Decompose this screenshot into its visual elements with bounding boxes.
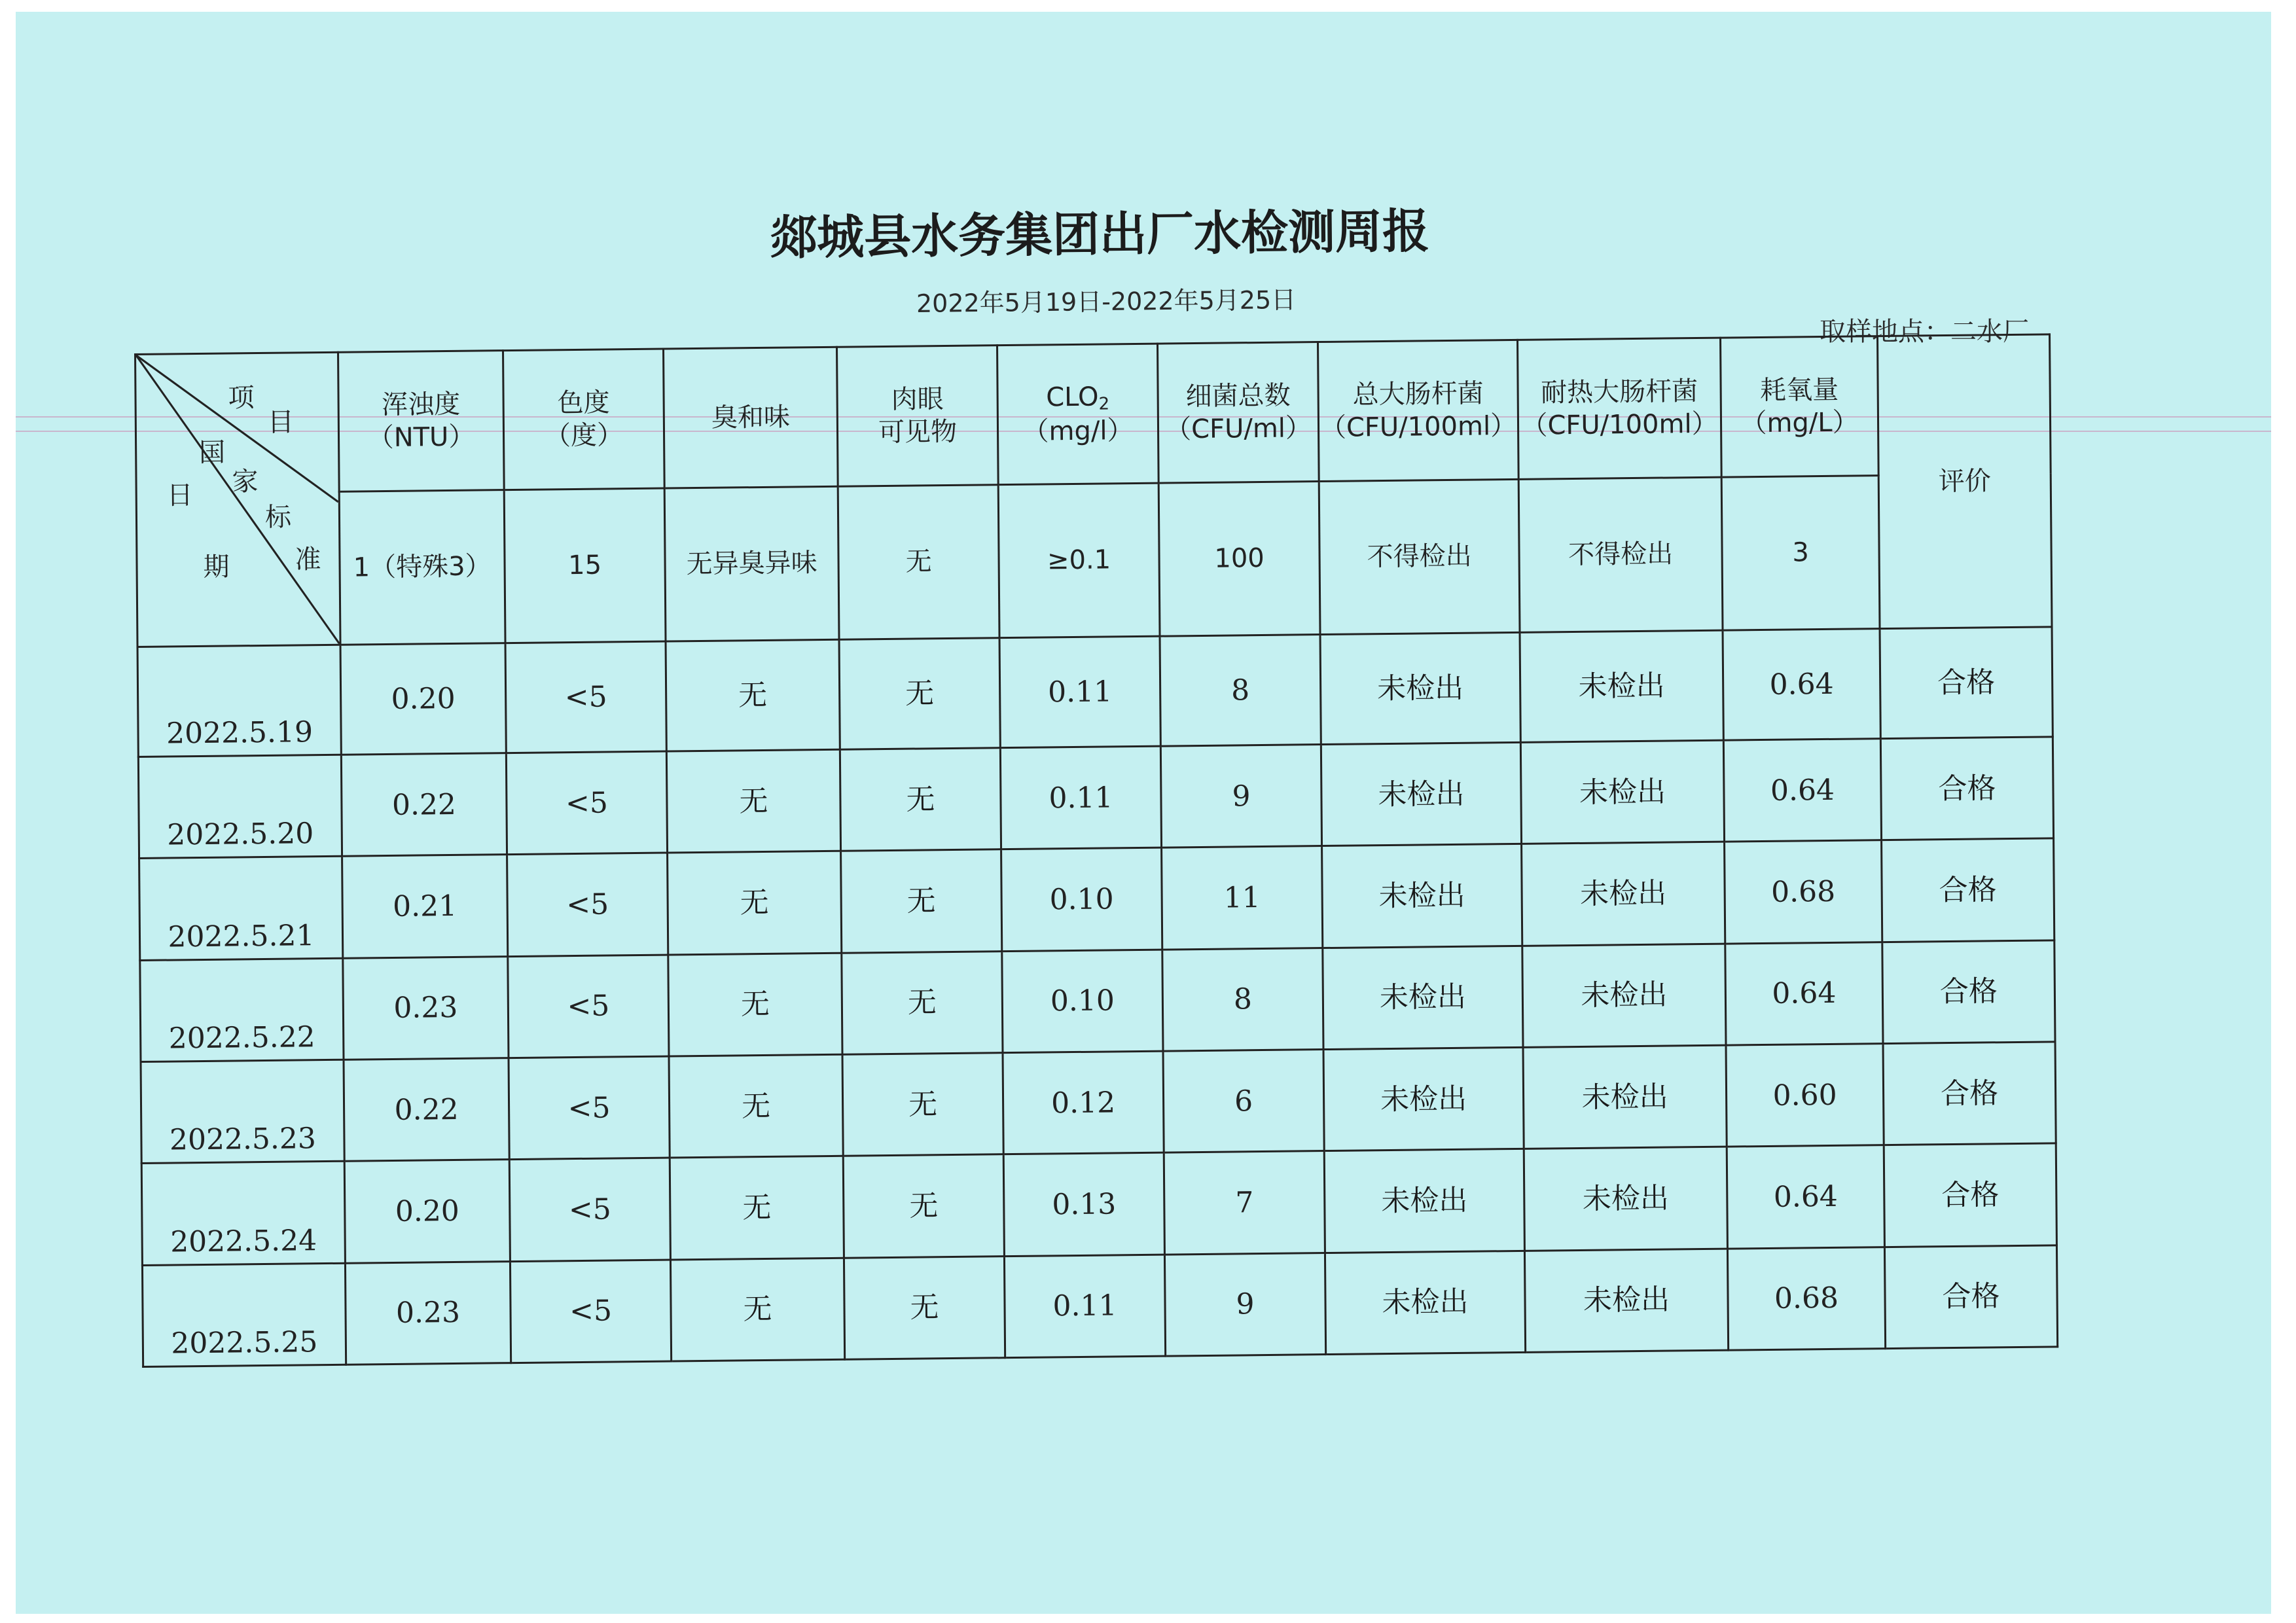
standard-clo2: ≥0.1 <box>998 483 1160 638</box>
cell-visible: 无 <box>841 849 1002 953</box>
corner-item-char: 目 <box>267 407 295 438</box>
cell-coliform: 未检出 <box>1323 946 1523 1050</box>
header-thermo-coliform <box>1518 338 1722 479</box>
cell-coliform: 未检出 <box>1322 844 1522 948</box>
cell-thermo-coliform: 未检出 <box>1524 1249 1728 1353</box>
cell-clo2: 0.11 <box>1004 1255 1165 1358</box>
cell-color: <5 <box>507 853 668 956</box>
report-title: 郯城县水务集团出厂水检测周报 <box>769 203 1430 266</box>
header-unit: （mg/l） <box>1022 416 1134 447</box>
corner-date-char: 期 <box>203 552 230 582</box>
cell-odor: 无 <box>666 749 840 853</box>
cell-evaluation: 合格 <box>1882 838 2054 942</box>
standard-turbidity: 1（特殊3） <box>339 490 505 645</box>
report-table-wrapper <box>134 333 2056 1368</box>
header-unit: （度） <box>544 420 624 452</box>
header-unit: （CFU/100ml） <box>1319 410 1517 443</box>
corner-standard-char: 国 <box>199 437 226 468</box>
cell-color: <5 <box>509 1158 670 1261</box>
standard-coliform: 不得检出 <box>1319 479 1520 634</box>
standard-bacteria: 100 <box>1158 481 1320 636</box>
cell-evaluation: 合格 <box>1880 737 2053 840</box>
cell-coliform: 未检出 <box>1325 1251 1525 1355</box>
header-label: 浑浊度 <box>381 389 461 420</box>
corner-standard-char: 标 <box>264 502 292 533</box>
standard-visible: 无 <box>838 484 999 639</box>
table-row <box>137 627 2053 757</box>
cell-date: 2022.5.24 <box>141 1161 345 1265</box>
cell-oxygen: 0.68 <box>1727 1247 1885 1350</box>
cell-oxygen: 0.64 <box>1727 1145 1884 1249</box>
cell-coliform: 未检出 <box>1323 1047 1524 1151</box>
cell-thermo-coliform: 未检出 <box>1522 944 1726 1048</box>
header-turbidity <box>338 351 505 491</box>
cell-bacteria: 6 <box>1163 1049 1324 1152</box>
corner-standard-char: 家 <box>232 467 259 497</box>
cell-date: 2022.5.22 <box>140 958 344 1062</box>
corner-header <box>135 352 341 647</box>
header-row <box>135 334 2051 493</box>
cell-visible: 无 <box>844 1256 1005 1359</box>
table-row <box>138 737 2053 859</box>
cell-date: 2022.5.19 <box>137 645 341 757</box>
cell-coliform: 未检出 <box>1324 1149 1524 1253</box>
cell-evaluation: 合格 <box>1883 1042 2056 1145</box>
cell-color: <5 <box>506 751 667 855</box>
cell-bacteria: 9 <box>1160 744 1321 847</box>
cell-clo2: 0.12 <box>1003 1051 1164 1154</box>
header-label-main: CLO <box>1046 382 1099 413</box>
cell-clo2: 0.10 <box>1001 847 1162 951</box>
standard-color: 15 <box>504 488 666 643</box>
cell-oxygen: 0.64 <box>1725 942 1883 1045</box>
cell-bacteria: 8 <box>1162 948 1323 1051</box>
cell-evaluation: 合格 <box>1880 627 2053 739</box>
cell-date: 2022.5.25 <box>142 1263 346 1367</box>
cell-coliform: 未检出 <box>1320 632 1520 744</box>
cell-visible: 无 <box>839 638 1000 750</box>
header-label: 总大肠杆菌 <box>1352 378 1484 410</box>
cell-odor: 无 <box>668 953 842 1056</box>
header-unit: （CFU/100ml） <box>1521 408 1718 441</box>
cell-odor: 无 <box>666 639 840 751</box>
cell-evaluation: 合格 <box>1882 940 2055 1043</box>
cell-evaluation: 合格 <box>1884 1143 2056 1247</box>
header-unit: （NTU） <box>367 421 475 454</box>
corner-date-char: 日 <box>166 480 193 511</box>
corner-item-char: 项 <box>228 383 255 414</box>
cell-clo2: 0.10 <box>1002 950 1163 1053</box>
header-label: 耗氧量 <box>1759 374 1839 406</box>
cell-visible: 无 <box>840 748 1001 851</box>
cell-oxygen: 0.68 <box>1725 840 1882 944</box>
cell-thermo-coliform: 未检出 <box>1522 842 1725 946</box>
header-label: 臭和味 <box>711 402 791 433</box>
table-row <box>139 838 2054 960</box>
cell-turbidity: 0.22 <box>344 1058 509 1162</box>
header-label: 耐热大肠杆菌 <box>1540 376 1698 408</box>
standard-odor: 无异臭异味 <box>664 486 839 641</box>
cell-turbidity: 0.21 <box>342 855 508 958</box>
header-label: 肉眼 <box>891 383 944 415</box>
standard-row <box>136 474 2052 647</box>
cell-date: 2022.5.21 <box>139 857 343 961</box>
header-label: 色度 <box>557 387 610 419</box>
table-row <box>140 940 2055 1061</box>
header-oxygen <box>1721 336 1879 477</box>
standard-thermo-coliform: 不得检出 <box>1518 477 1723 632</box>
cell-visible: 无 <box>843 1154 1004 1258</box>
cell-turbidity: 0.20 <box>344 1160 510 1263</box>
header-coliform <box>1318 340 1519 481</box>
header-visible <box>837 346 999 486</box>
report-table <box>134 333 2058 1368</box>
cell-oxygen: 0.60 <box>1726 1044 1884 1147</box>
sampling-location: 取样地点：二水厂 <box>1820 317 2029 347</box>
standard-oxygen: 3 <box>1721 475 1880 630</box>
cell-clo2: 0.11 <box>999 636 1160 748</box>
table-row <box>141 1042 2056 1164</box>
cell-odor: 无 <box>669 1054 843 1158</box>
cell-oxygen: 0.64 <box>1723 628 1880 740</box>
header-odor <box>664 347 838 488</box>
cell-visible: 无 <box>842 1053 1003 1156</box>
cell-turbidity: 0.22 <box>341 753 507 857</box>
cell-coliform: 未检出 <box>1321 742 1521 846</box>
cell-clo2: 0.13 <box>1003 1152 1164 1256</box>
header-label: 细菌总数 <box>1185 380 1291 412</box>
table-row <box>142 1245 2057 1366</box>
header-clo2 <box>997 344 1159 484</box>
table-row <box>141 1143 2056 1265</box>
cell-color: <5 <box>508 955 669 1058</box>
cell-color: <5 <box>505 641 666 753</box>
cell-bacteria: 7 <box>1164 1151 1325 1255</box>
cell-color: <5 <box>509 1056 670 1160</box>
header-unit: （CFU/ml） <box>1164 413 1312 445</box>
cell-bacteria: 9 <box>1164 1253 1325 1356</box>
cell-odor: 无 <box>670 1156 844 1260</box>
report-date-range: 2022年5月19日-2022年5月25日 <box>916 285 1297 319</box>
cell-turbidity: 0.23 <box>343 956 509 1060</box>
cell-turbidity: 0.20 <box>340 643 506 755</box>
corner-standard-char: 准 <box>295 544 321 575</box>
header-unit: （mg/L） <box>1740 407 1859 439</box>
header-bacteria <box>1158 342 1319 483</box>
header-color <box>503 349 665 490</box>
cell-odor: 无 <box>670 1258 844 1361</box>
cell-thermo-coliform: 未检出 <box>1523 1045 1727 1149</box>
header-label-subscript: 2 <box>1098 394 1110 414</box>
cell-bacteria: 8 <box>1160 634 1321 746</box>
cell-thermo-coliform: 未检出 <box>1520 630 1723 742</box>
cell-odor: 无 <box>668 851 842 955</box>
cell-bacteria: 11 <box>1162 846 1323 950</box>
cell-thermo-coliform: 未检出 <box>1520 740 1724 844</box>
header-unit: 可见物 <box>878 416 958 448</box>
header-label <box>998 380 1157 416</box>
cell-clo2: 0.11 <box>1000 746 1161 849</box>
cell-date: 2022.5.20 <box>138 755 342 859</box>
cell-turbidity: 0.23 <box>345 1261 511 1364</box>
cell-oxygen: 0.64 <box>1723 739 1881 842</box>
cell-date: 2022.5.23 <box>141 1060 344 1164</box>
cell-thermo-coliform: 未检出 <box>1524 1147 1727 1251</box>
cell-visible: 无 <box>842 951 1003 1054</box>
cell-evaluation: 合格 <box>1884 1245 2057 1348</box>
header-evaluation: 评价 <box>1878 334 2053 629</box>
cell-color: <5 <box>510 1260 671 1363</box>
